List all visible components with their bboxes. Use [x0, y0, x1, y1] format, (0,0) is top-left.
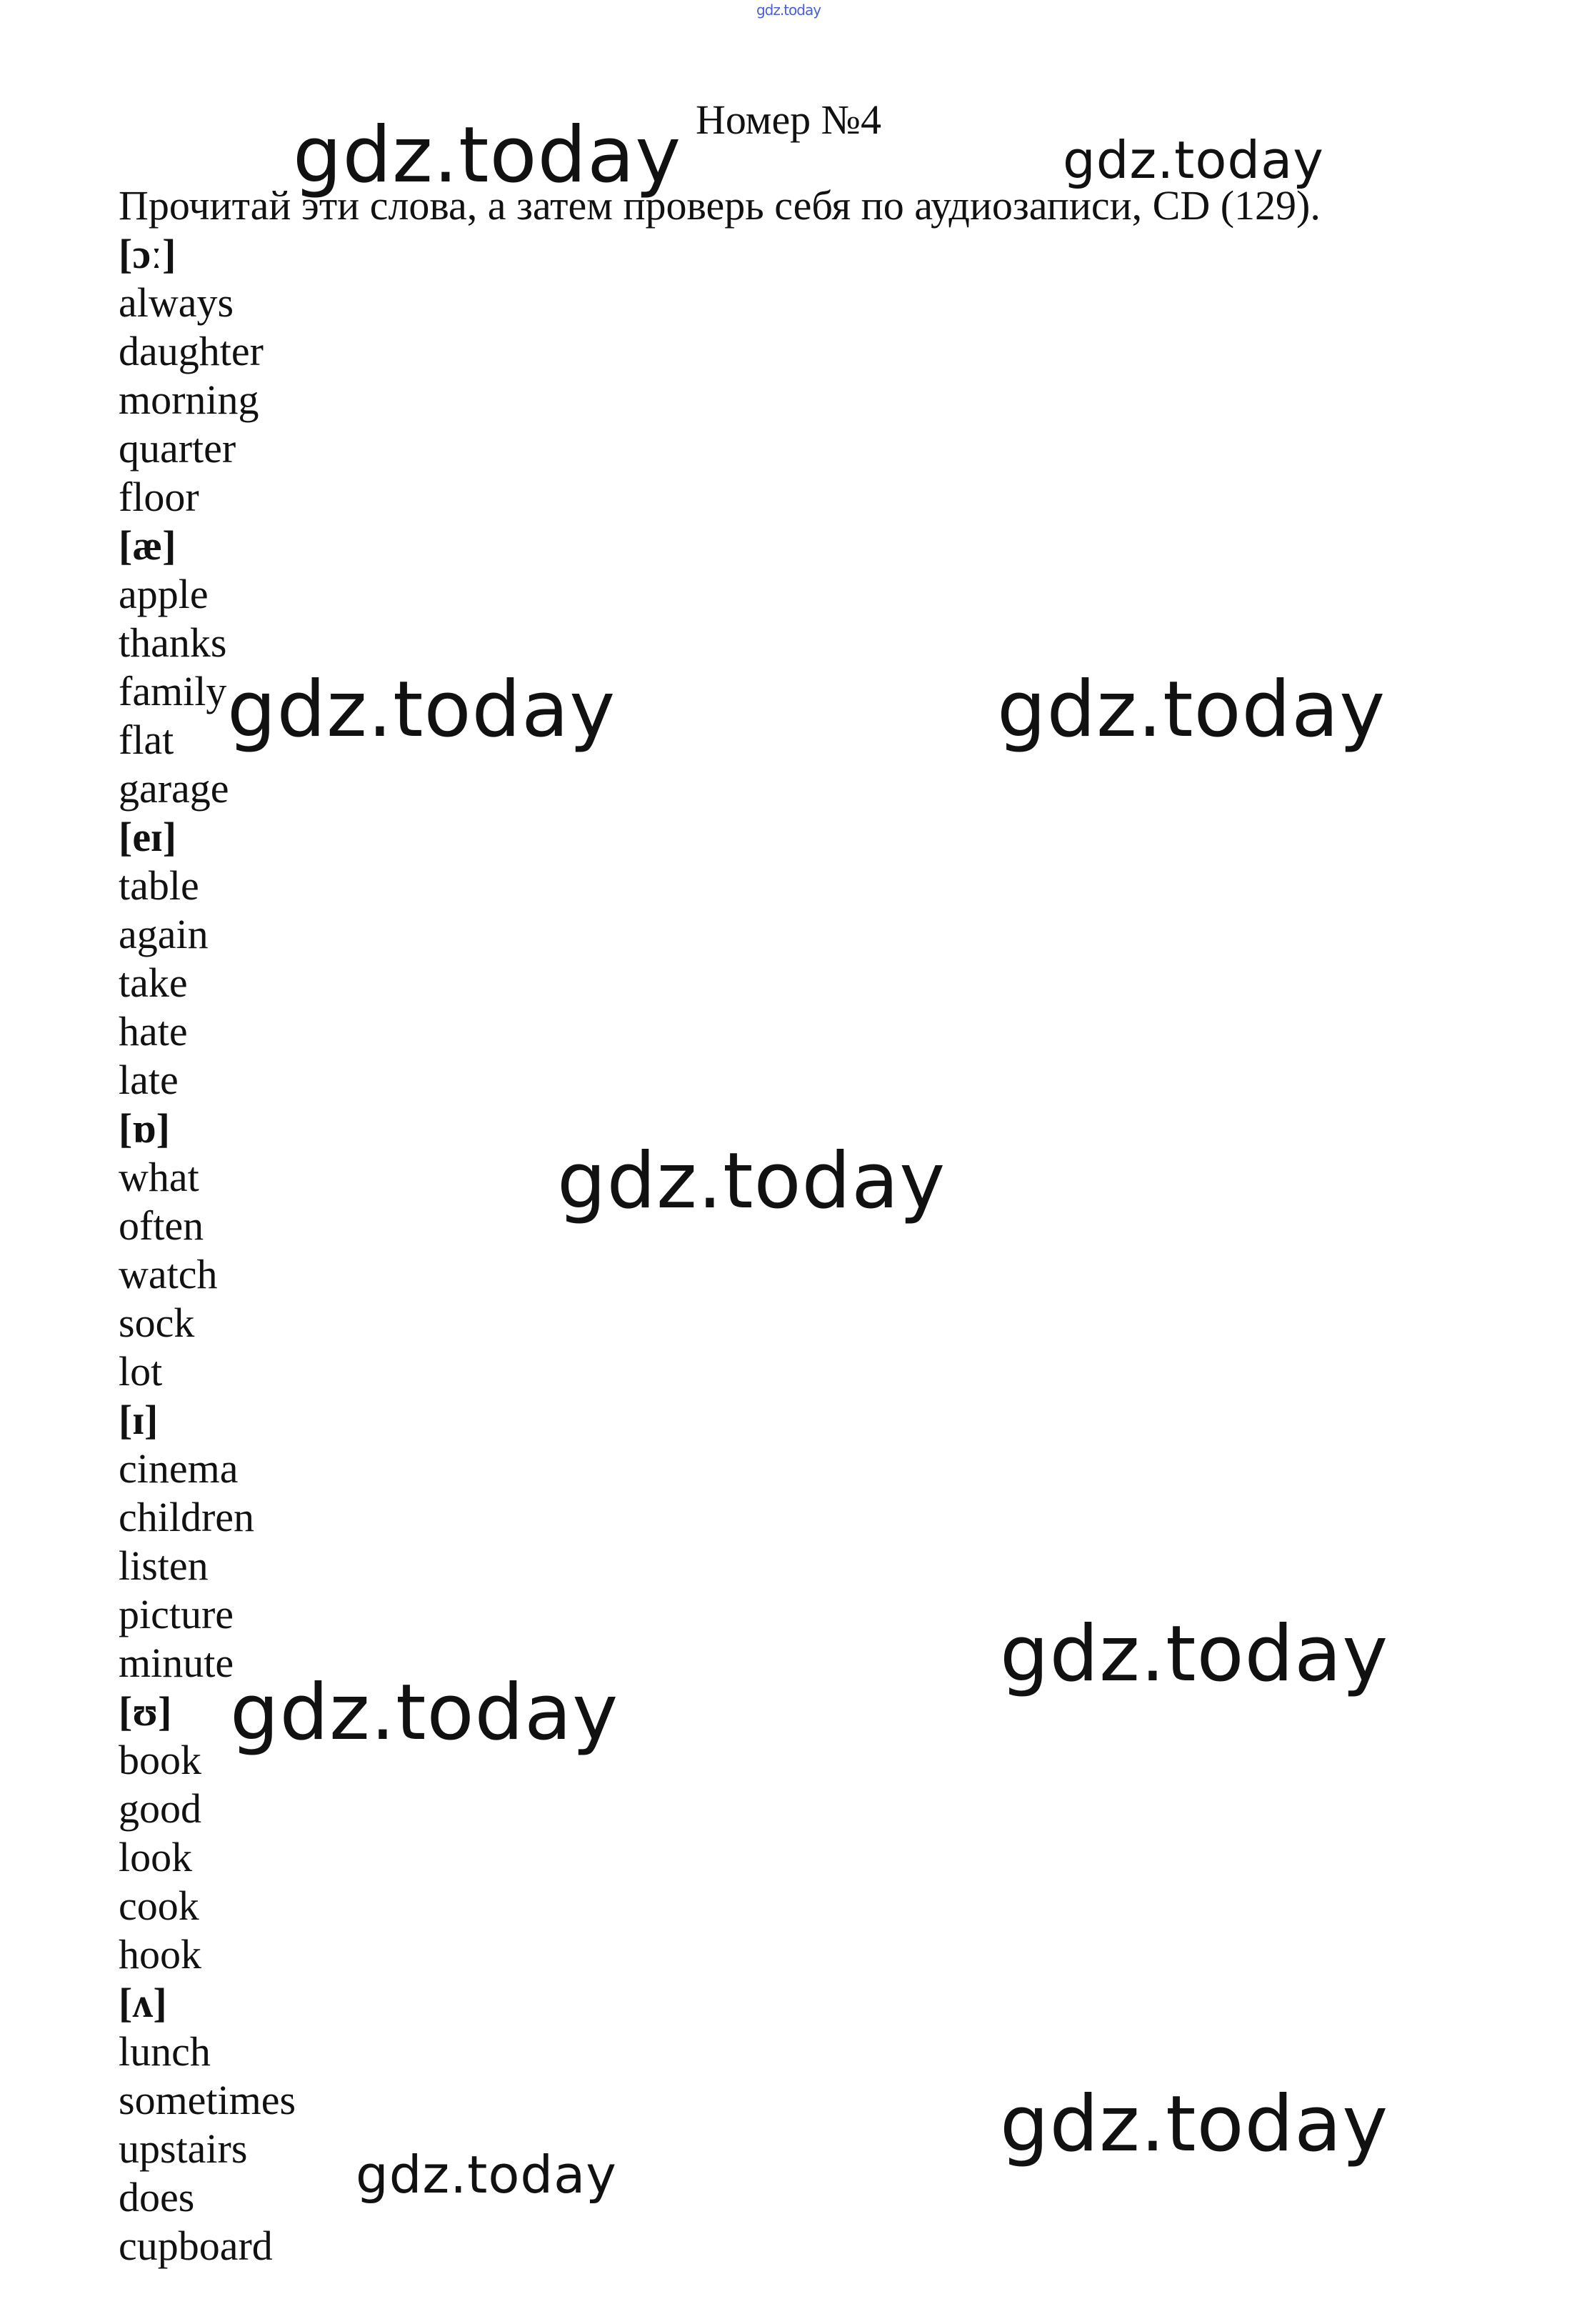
- word-item: listen: [119, 1542, 209, 1589]
- word-item: hook: [119, 1931, 201, 1978]
- sound-heading: [eɪ]: [119, 814, 177, 860]
- sound-heading: [ɔː]: [119, 231, 176, 277]
- word-item: what: [119, 1154, 199, 1200]
- sound-heading: [ɒ]: [119, 1105, 170, 1152]
- watermark: gdz.today: [227, 665, 616, 754]
- watermark: gdz.today: [557, 1137, 946, 1226]
- watermark: gdz.today: [356, 2145, 617, 2205]
- instruction-text: Прочитай эти слова, а затем проверь себя по аудиозаписи, CD (129).: [119, 182, 1321, 229]
- word-item: picture: [119, 1591, 234, 1637]
- sound-heading: [ʌ]: [119, 1980, 167, 2026]
- sound-heading: [æ]: [119, 522, 176, 569]
- top-watermark: gdz.today: [756, 1, 821, 19]
- word-item: lot: [119, 1348, 163, 1395]
- watermark: gdz.today: [230, 1668, 619, 1757]
- watermark: gdz.today: [997, 665, 1386, 754]
- word-item: minute: [119, 1640, 234, 1686]
- word-item: always: [119, 279, 234, 326]
- word-item: daughter: [119, 328, 264, 374]
- word-item: look: [119, 1834, 193, 1880]
- word-item: hate: [119, 1008, 188, 1054]
- word-item: floor: [119, 474, 199, 520]
- word-item: apple: [119, 571, 209, 617]
- word-list: [119, 230, 296, 2270]
- watermark: gdz.today: [293, 111, 682, 200]
- word-item: sometimes: [119, 2077, 296, 2123]
- word-item: flat: [119, 717, 174, 763]
- word-item: children: [119, 1494, 255, 1540]
- word-item: does: [119, 2174, 195, 2220]
- word-item: often: [119, 1202, 204, 1249]
- watermark: gdz.today: [1000, 1610, 1389, 1699]
- word-item: again: [119, 911, 209, 957]
- word-item: book: [119, 1737, 201, 1783]
- word-item: lunch: [119, 2028, 211, 2075]
- page-title: Номер №4: [695, 96, 882, 143]
- word-item: watch: [119, 1251, 218, 1297]
- word-item: quarter: [119, 425, 236, 472]
- word-item: cinema: [119, 1445, 239, 1492]
- word-item: good: [119, 1785, 201, 1832]
- word-item: sock: [119, 1300, 195, 1346]
- sound-heading: [ʊ]: [119, 1688, 172, 1735]
- word-item: cupboard: [119, 2223, 273, 2269]
- watermark: gdz.today: [1000, 2080, 1389, 2169]
- word-item: family: [119, 668, 227, 714]
- sound-heading: [ɪ]: [119, 1397, 159, 1443]
- word-item: cook: [119, 1882, 199, 1929]
- word-item: table: [119, 862, 199, 909]
- word-item: upstairs: [119, 2125, 248, 2172]
- word-item: garage: [119, 765, 229, 812]
- word-item: take: [119, 959, 188, 1006]
- word-item: late: [119, 1057, 179, 1103]
- word-item: morning: [119, 376, 259, 423]
- word-item: thanks: [119, 619, 227, 666]
- watermark: gdz.today: [1063, 130, 1324, 190]
